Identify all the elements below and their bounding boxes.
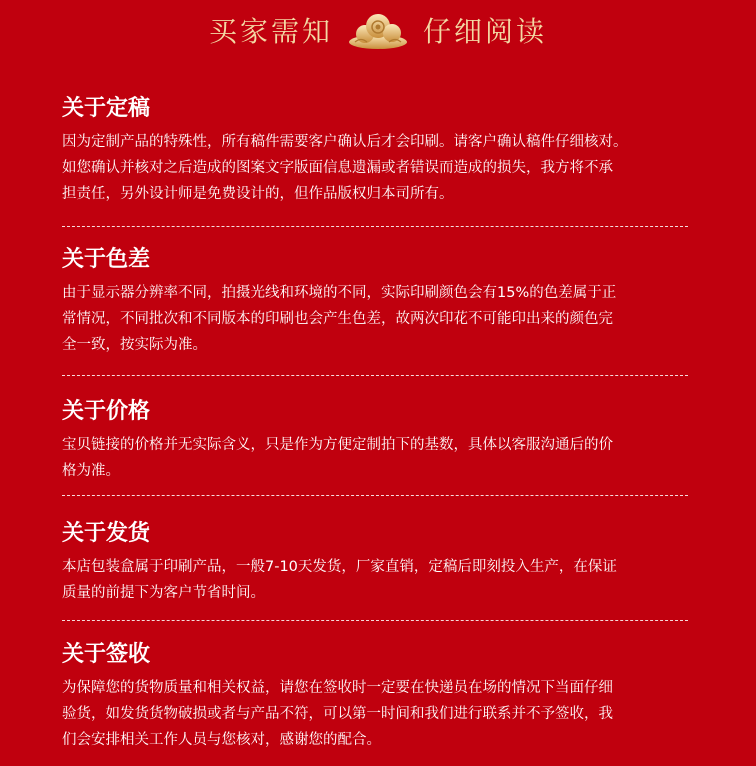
section-receipt xyxy=(62,641,702,753)
golden-cloud-icon xyxy=(347,8,409,52)
section-body: 因为定制产品的特殊性，所有稿件需要客户确认后才会印刷。请客户确认稿件仔细核对。 如您确认并核对之后造成的图案文字版面信息遗漏或者错误而造成的损失，我方将不承 担责任，另外设计师是免费设计的，但作品版权归本司所有。 xyxy=(62,134,628,202)
section-body: 宝贝链接的价格并无实际含义，只是作为方便定制拍下的基数，具体以客服沟通后的价 格为准。 xyxy=(62,437,613,479)
section-title: 关于签收 xyxy=(62,642,151,667)
section-shipping xyxy=(62,520,702,606)
dashed-divider xyxy=(62,226,688,227)
section-title: 关于定稿 xyxy=(62,96,151,121)
section-body: 由于显示器分辨率不同，拍摄光线和环境的不同，实际印刷颜色会有15%的色差属于正 常情况，不同批次和不同版本的印刷也会产生色差，故两次印花不可能印出来的颜色完 全一致，按实际为准。 xyxy=(62,285,617,353)
dashed-divider xyxy=(62,620,688,621)
page-header xyxy=(0,0,756,60)
section-title: 关于色差 xyxy=(62,247,151,272)
section-title: 关于发货 xyxy=(62,521,151,546)
section-finalization xyxy=(62,95,702,207)
dashed-divider xyxy=(62,495,688,496)
dashed-divider xyxy=(62,375,688,376)
section-body: 为保障您的货物质量和相关权益，请您在签收时一定要在快递员在场的情况下当面仔细 验货，如发货货物破损或者与产品不符，可以第一时间和我们进行联系并不予签收，我 们会安排相关工作人员与您核对，感谢您的配合。 xyxy=(62,680,613,748)
section-title: 关于价格 xyxy=(62,399,151,424)
header-title-right: 仔细阅读 xyxy=(423,15,548,48)
section-color-difference xyxy=(62,246,702,358)
section-body: 本店包装盒属于印刷产品，一般7-10天发货，厂家直销，定稿后即刻投入生产，在保证 质量的前提下为客户节省时间。 xyxy=(62,559,617,601)
header-title-left: 买家需知 xyxy=(208,15,333,48)
section-price xyxy=(62,398,702,484)
